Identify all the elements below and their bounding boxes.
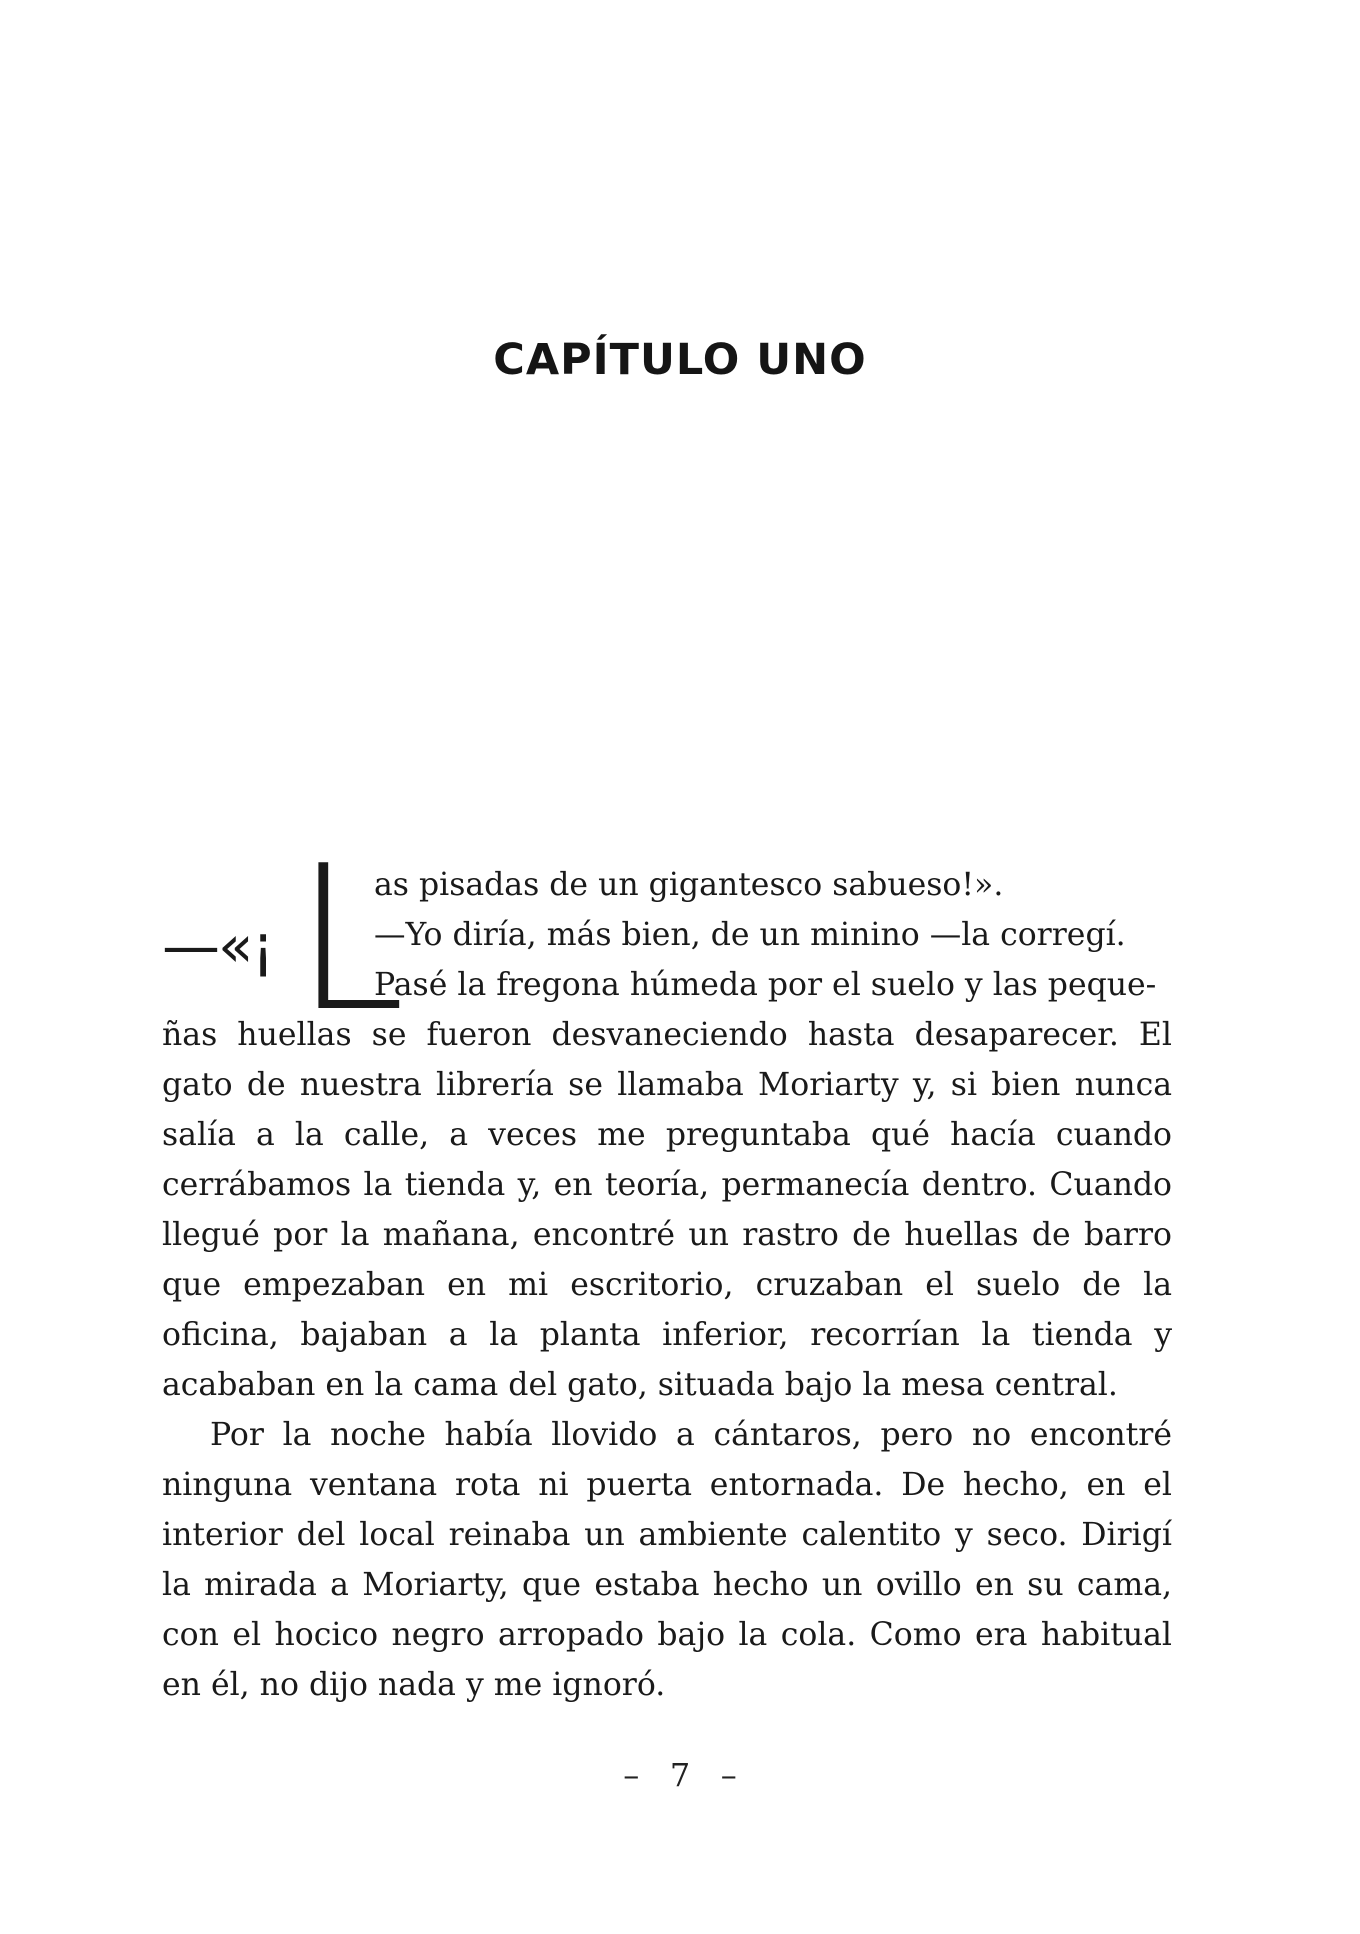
opening-line-1: as pisadas de un gigantesco sabueso!».	[374, 867, 1004, 903]
opening-block	[162, 823, 1172, 1056]
opening-line-2: —Yo diría, más bien, de un minino —la corregí.	[374, 917, 1126, 953]
chapter-body	[162, 823, 1172, 1710]
page-number: – 7 –	[623, 1756, 737, 1794]
drop-cap-letter: L	[294, 823, 406, 1056]
chapter-title: CAPÍTULO UNO	[493, 335, 867, 385]
opening-line-3: Pasé la fregona húmeda por el suelo y las peque-	[374, 967, 1157, 1003]
paragraph-1: ñas huellas se fueron desvaneciendo hasta desaparecer. El gato de nuestra librería se llamaba Moriarty y, si bien nunca salía a la calle, a veces me preguntaba qué hacía cuando cerrábamos la tienda y, en teoría, permanecía dentro. Cuando llegué por la mañana, encontré un rastro de huellas de barro que empezaban en mi escritorio, cruzaban el suelo de la oficina, bajaban a la planta inferior, recorrían la tienda y acababan en la cama del gato, situada bajo la mesa central.	[162, 1017, 1172, 1403]
paragraph-2: Por la noche había llovido a cántaros, pero no encontré ninguna ventana rota ni puerta entornada. De hecho, en el interior del local reinaba un ambiente calentito y seco. Dirigí la mirada a Moriarty, que estaba hecho un ovillo en su cama, con el hocico negro arropado bajo la cola. Como era habitual en él, no dijo nada y me ignoró.	[162, 1417, 1172, 1703]
drop-cap-punctuation: —«¡	[162, 912, 273, 980]
